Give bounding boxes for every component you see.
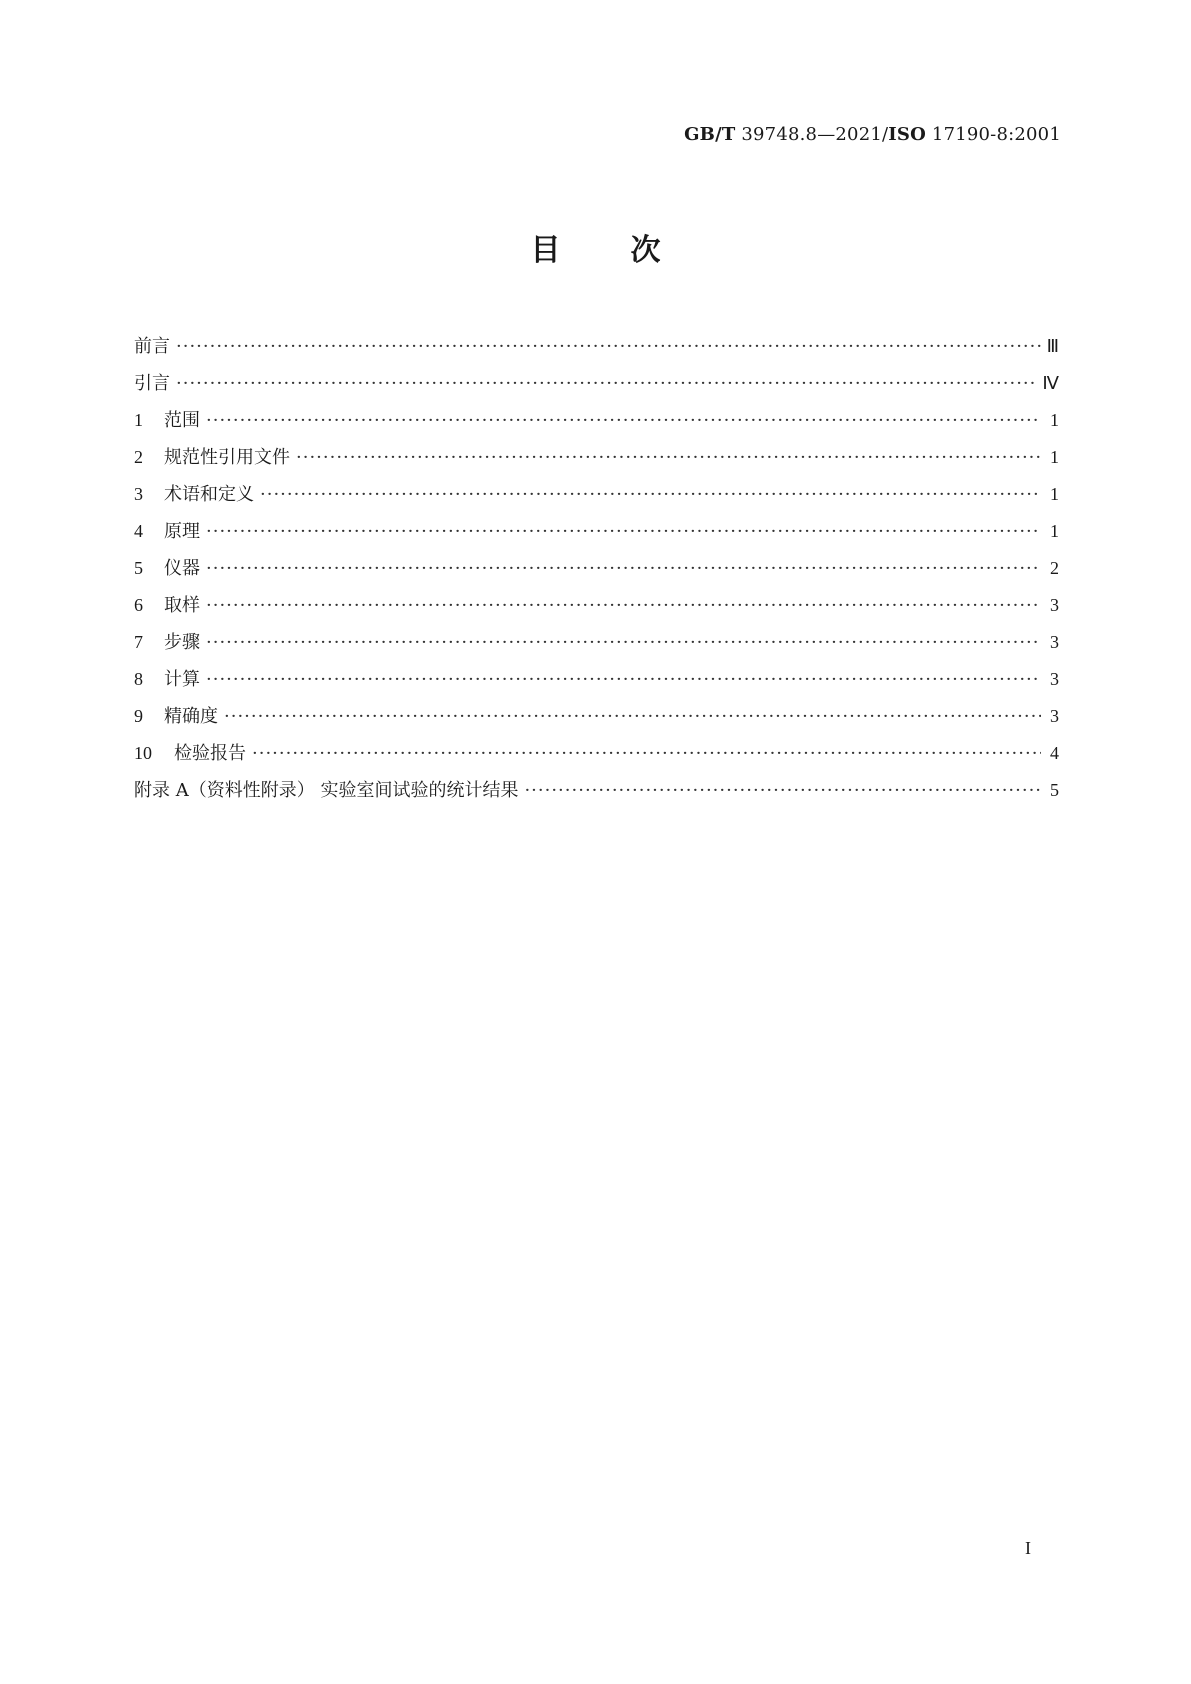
toc-entry-label: 术语和定义 <box>164 484 254 505</box>
toc-entry[interactable] <box>134 476 1059 513</box>
toc-entry-page: 3 <box>1050 632 1059 652</box>
toc-entry-label: 前言 <box>134 336 170 357</box>
toc-entry[interactable] <box>134 550 1059 587</box>
toc-entry-page: 1 <box>1050 521 1059 541</box>
toc-entry-label: 规范性引用文件 <box>164 447 290 468</box>
toc-entry[interactable] <box>134 365 1059 402</box>
std-gbt-number: 39748.8—2021/ <box>741 124 889 145</box>
toc-dot-leader <box>176 328 1041 365</box>
toc-dot-leader <box>206 661 1041 698</box>
std-iso-number: 17190-8:2001 <box>931 124 1061 145</box>
toc-entry[interactable] <box>134 328 1059 365</box>
toc-entry-number: 3 <box>134 484 143 504</box>
std-gbt-prefix: GB/T <box>684 124 736 145</box>
toc-entry-number: 6 <box>134 595 143 615</box>
toc-dot-leader <box>176 365 1036 402</box>
title-char-2: 次 <box>630 233 661 268</box>
toc-entry-number: 2 <box>134 447 143 467</box>
toc-dot-leader <box>206 587 1041 624</box>
toc-entry-number: 4 <box>134 521 143 541</box>
toc-dot-leader <box>206 550 1041 587</box>
toc-entry-page: Ⅳ <box>1042 373 1059 393</box>
toc-dot-leader <box>224 698 1041 735</box>
standard-number <box>684 124 1061 145</box>
toc-entry-page: 3 <box>1050 595 1059 615</box>
toc-entry-page: 3 <box>1050 706 1059 726</box>
toc-entry-page: 1 <box>1050 447 1059 467</box>
toc-dot-leader <box>260 476 1041 513</box>
page-title <box>0 225 1191 269</box>
toc-entry-page: 5 <box>1050 780 1059 800</box>
table-of-contents <box>134 328 1059 809</box>
toc-entry-number: 10 <box>134 743 152 763</box>
toc-entry[interactable] <box>134 587 1059 624</box>
toc-entry-label: 步骤 <box>164 632 200 653</box>
toc-entry[interactable] <box>134 513 1059 550</box>
toc-entry-number: 5 <box>134 558 143 578</box>
toc-entry[interactable] <box>134 735 1059 772</box>
std-iso-prefix: ISO <box>888 124 926 145</box>
toc-entry-page: Ⅲ <box>1046 336 1059 356</box>
toc-entry-label: 仪器 <box>164 558 200 579</box>
toc-entry-label: 精确度 <box>164 706 218 727</box>
toc-entry-page: 2 <box>1050 558 1059 578</box>
toc-entry-number: 7 <box>134 632 143 652</box>
toc-dot-leader <box>524 772 1041 809</box>
toc-dot-leader <box>206 513 1041 550</box>
title-char-1: 目 <box>530 233 561 268</box>
toc-entry[interactable] <box>134 624 1059 661</box>
toc-entry-number: 8 <box>134 669 143 689</box>
toc-entry-page: 3 <box>1050 669 1059 689</box>
toc-entry-number: 1 <box>134 410 143 430</box>
toc-entry-page: 4 <box>1050 743 1059 763</box>
toc-entry[interactable] <box>134 402 1059 439</box>
page-number: I <box>1025 1538 1031 1558</box>
toc-entry-label: 取样 <box>164 595 200 616</box>
toc-entry-page: 1 <box>1050 484 1059 504</box>
toc-dot-leader <box>296 439 1041 476</box>
toc-entry-label: 附录 A（资料性附录） 实验室间试验的统计结果 <box>134 780 519 801</box>
toc-dot-leader <box>252 735 1041 772</box>
toc-entry-page: 1 <box>1050 410 1059 430</box>
toc-entry[interactable] <box>134 698 1059 735</box>
toc-dot-leader <box>206 624 1041 661</box>
toc-entry-label: 原理 <box>164 521 200 542</box>
toc-entry[interactable] <box>134 772 1059 809</box>
toc-entry-label: 范围 <box>164 410 200 431</box>
toc-entry-label: 检验报告 <box>174 743 246 764</box>
toc-entry[interactable] <box>134 439 1059 476</box>
toc-entry[interactable] <box>134 661 1059 698</box>
toc-entry-label: 计算 <box>164 669 200 690</box>
toc-dot-leader <box>206 402 1041 439</box>
toc-entry-number: 9 <box>134 706 143 726</box>
toc-entry-label: 引言 <box>134 373 170 394</box>
